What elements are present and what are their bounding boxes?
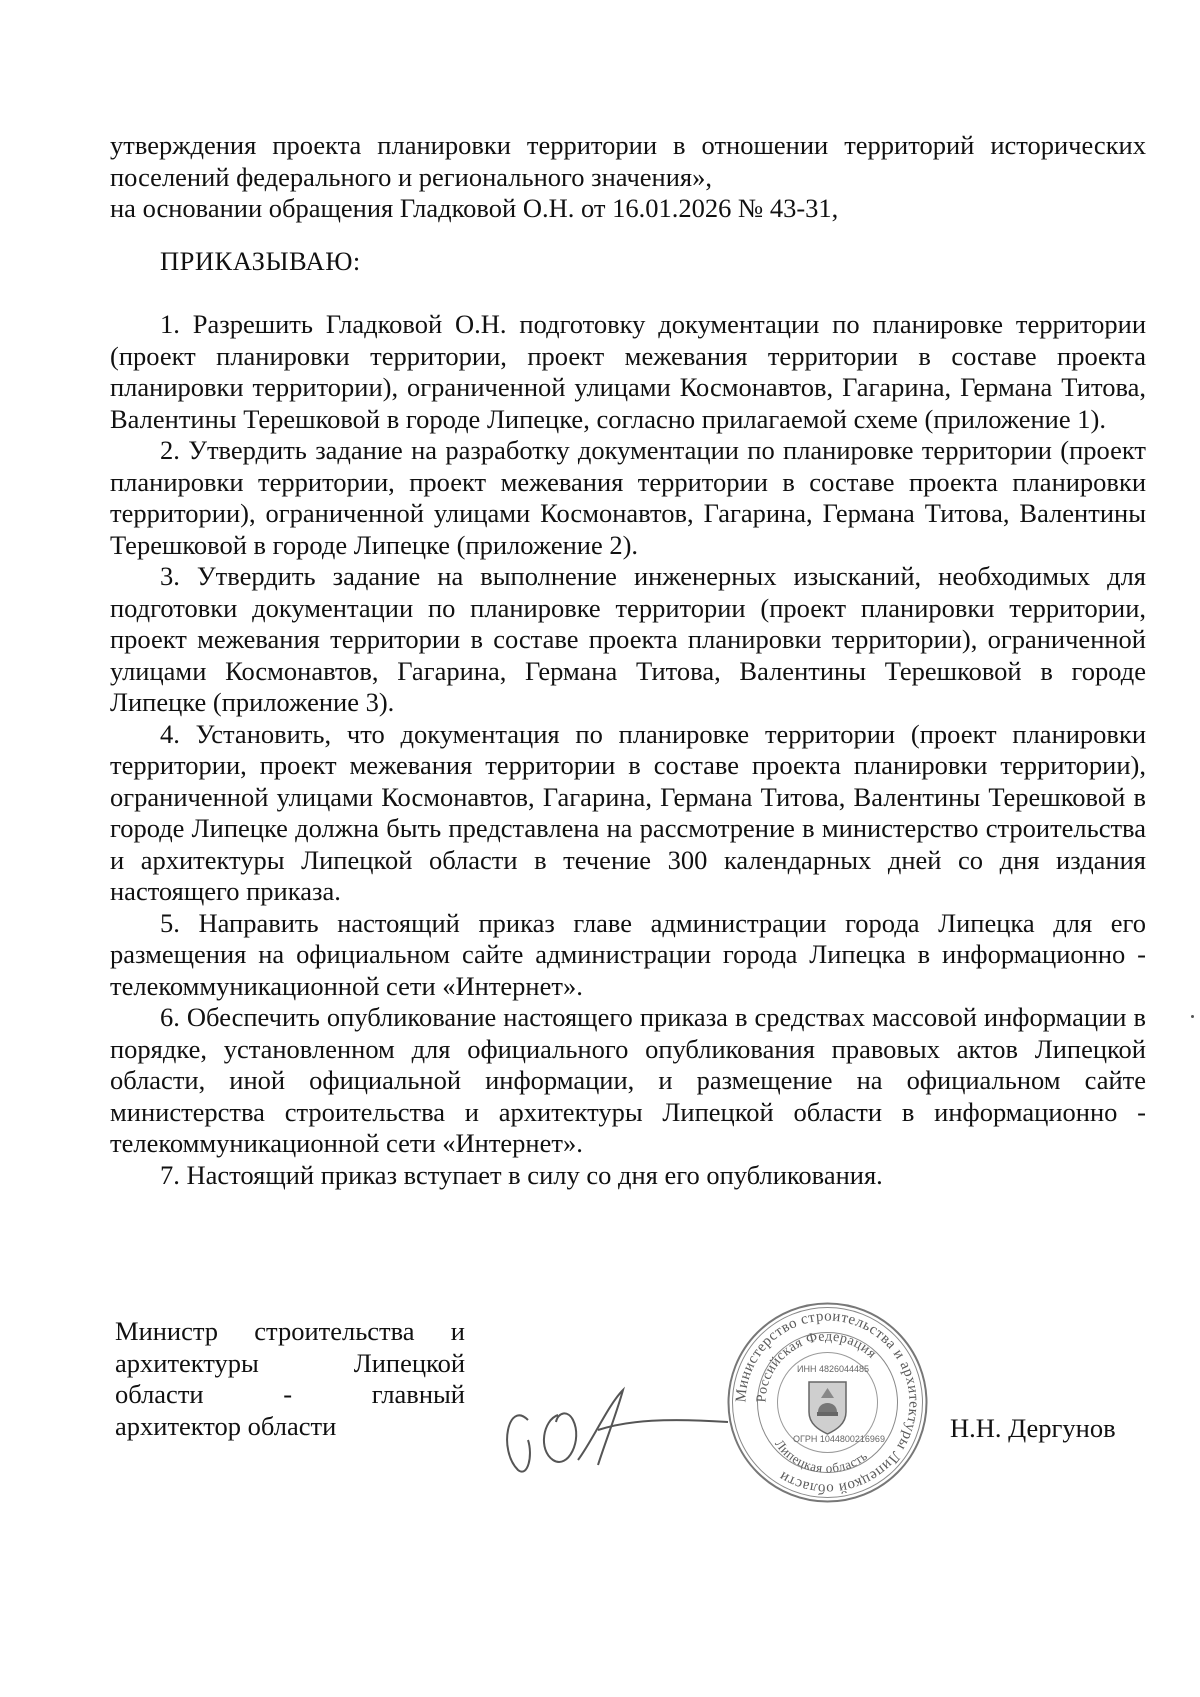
coat-of-arms-icon: [809, 1382, 846, 1434]
order-heading: ПРИКАЗЫВАЮ:: [160, 246, 361, 276]
order-item: 4. Установить, что документация по планировке территории (проект планировки территории, проект межевания территории в составе проекта планировки территории), ограниченной улицами Космонавтов, Гагарина, Германа Титова, Валентины Терешковой в городе Липецке должна быть представлена на рассмотрение в министерство строительства и архитектуры Липецкой области в течение 300 календарных дней со дня издания настоящего приказа.: [110, 718, 1146, 906]
seal-inner-text: Российская Федерация: [754, 1329, 880, 1403]
seal-ogrn: ОГРН 1044800216969: [793, 1434, 885, 1444]
signer-name: Н.Н. Дергунов: [950, 1413, 1116, 1443]
seal-outer-text: Министерство строительства и архитектуры Липецкой области: [733, 1308, 922, 1497]
order-item: 3. Утвердить задание на выполнение инженерных изысканий, необходимых для подготовки документации по планировке территории (проект планировки территории, проект межевания территории в составе проекта планировки территории), ограниченной улицами Космонавтов, Гагарина, Германа Титова, Валентины Терешковой в городе Липецке (приложение 3).: [110, 561, 1146, 717]
position-line-4: архитектор области: [115, 1410, 337, 1441]
order-item: 2. Утвердить задание на разработку документации по планировке территории (проект планировки территории, проект межевания территории в составе проекта планировки территории), ограниченной улицами Космонавтов, Гагарина, Германа Титова, Валентины Терешковой в городе Липецке (приложение 2).: [110, 435, 1146, 560]
handwritten-signature: [498, 1360, 738, 1490]
order-item: 1. Разрешить Гладковой О.Н. подготовку документации по планировке территории (проект планировки территории, проект межевания территории в составе проекта планировки территории), ограниченной улицами Космонавтов, Гагарина, Германа Титова, Валентины Терешковой в городе Липецке, согласно прилагаемой схеме (приложение 1).: [110, 309, 1146, 434]
seal-region-text: Липецкая область: [772, 1436, 871, 1476]
order-items: [110, 309, 1146, 1191]
position-line-1: Министр строительства и: [115, 1316, 465, 1346]
seal-inn: ИНН 4826044485: [797, 1364, 870, 1374]
signer-position: [115, 1316, 465, 1442]
position-line-2: архитектуры Липецкой: [115, 1347, 465, 1378]
order-item: 6. Обеспечить опубликование настоящего приказа в средствах массовой информации в порядке, установленном для официального опубликования правовых актов Липецкой области, иной официальной информации, и размещение на официальном сайте министерства строительства и архитектуры Липецкой области в информационно - телекоммуникационной сети «Интернет».: [110, 1002, 1146, 1158]
position-line-3: области - главный: [115, 1379, 465, 1409]
intro-line-2: на основании обращения Гладковой О.Н. от 16.01.2026 № 43-31,: [110, 193, 839, 223]
official-seal: [725, 1300, 930, 1505]
order-item: 7. Настоящий приказ вступает в силу со дня его опубликования.: [160, 1159, 883, 1190]
scan-speck: [1191, 1015, 1194, 1018]
order-item: 5. Направить настоящий приказ главе администрации города Липецка для его размещения на официальном сайте администрации города Липецка в информационно - телекоммуникационной сети «Интернет».: [110, 907, 1146, 1001]
intro-line-1: утверждения проекта планировки территории в отношении территорий исторических поселений федерального и регионального значения»,: [110, 130, 1146, 192]
intro-paragraph: [110, 130, 1146, 225]
